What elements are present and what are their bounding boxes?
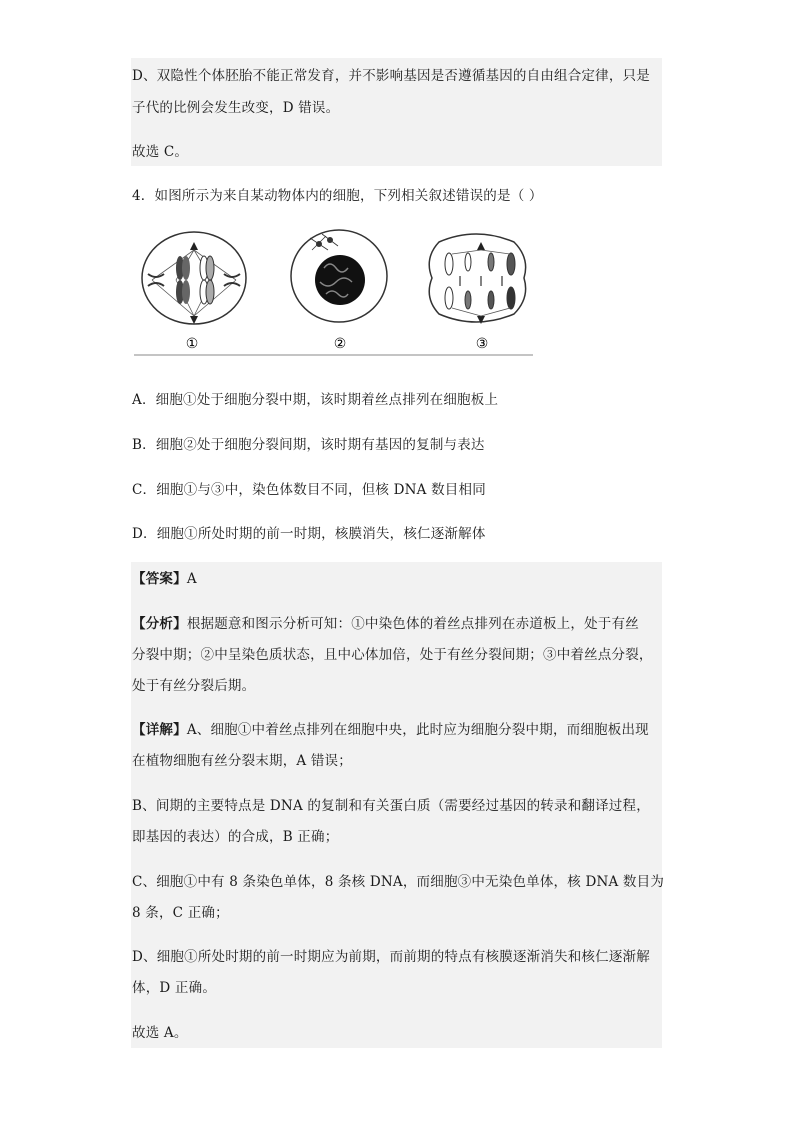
detail-line-c1: C、细胞①中有 8 条染色单体，8 条核 DNA，而细胞③中无染色单体，核 DNA 数目为 — [132, 874, 665, 890]
analysis-line3: 处于有丝分裂后期。 — [132, 678, 256, 694]
detail-text-a1: A、细胞①中着丝点排列在细胞中央，此时应为细胞分裂中期，而细胞板出现 — [186, 722, 649, 738]
figure-label-2: ② — [333, 336, 347, 352]
option-b: B．细胞②处于细胞分裂间期，该时期有基因的复制与表达 — [132, 437, 485, 453]
cell-1-metaphase — [142, 232, 246, 324]
detail-line-b2: 即基因的表达）的合成，B 正确； — [132, 829, 339, 845]
prev-solution-d-line2: 子代的比例会发生改变，D 错误。 — [132, 100, 340, 116]
option-d: D．细胞①所处时期的前一时期，核膜消失，核仁逐渐解体 — [132, 526, 486, 542]
analysis-line1 — [132, 615, 639, 633]
answer-line — [132, 570, 197, 588]
answer-tag: 【答案】 — [132, 571, 187, 587]
option-a: A．细胞①处于细胞分裂中期，该时期着丝点排列在细胞板上 — [132, 392, 499, 408]
option-c: C．细胞①与③中，染色体数目不同，但核 DNA 数目相同 — [132, 482, 486, 498]
detail-line-c2: 8 条，C 正确； — [132, 905, 229, 921]
cell-diagram — [134, 228, 534, 358]
analysis-tag: 【分析】 — [132, 616, 187, 632]
analysis-line2: 分裂中期；②中呈染色质状态，且中心体加倍，处于有丝分裂间期；③中着丝点分裂， — [132, 647, 653, 663]
detail-line-d1: D、细胞①所处时期的前一时期应为前期，而前期的特点有核膜逐渐消失和核仁逐渐解 — [132, 949, 650, 965]
detail-line-a2: 在植物细胞有丝分裂末期，A 错误； — [132, 753, 352, 769]
prev-solution-d-line1: D、双隐性个体胚胎不能正常发育，并不影响基因是否遵循基因的自由组合定律，只是 — [132, 68, 650, 84]
solution-conclusion: 故选 A。 — [132, 1025, 188, 1041]
prev-solution-conclusion: 故选 C。 — [132, 144, 189, 160]
detail-line-d2: 体，D 正确。 — [132, 980, 217, 996]
detail-line-a1 — [132, 721, 649, 739]
question-stem: 4．如图所示为来自某动物体内的细胞，下列相关叙述错误的是（ ） — [132, 188, 543, 204]
cell-3-anaphase — [429, 234, 525, 324]
detail-line-b1: B、间期的主要特点是 DNA 的复制和有关蛋白质（需要经过基因的转录和翻译过程， — [132, 798, 650, 814]
cell-division-figure — [134, 228, 534, 358]
figure-label-3: ③ — [475, 336, 489, 352]
detail-tag: 【详解】 — [132, 722, 187, 738]
answer-value: A — [186, 571, 197, 587]
analysis-text-1: 根据题意和图示分析可知：①中染色体的着丝点排列在赤道板上，处于有丝 — [186, 616, 639, 632]
cell-2-interphase — [291, 230, 387, 322]
figure-label-1: ① — [185, 336, 199, 352]
